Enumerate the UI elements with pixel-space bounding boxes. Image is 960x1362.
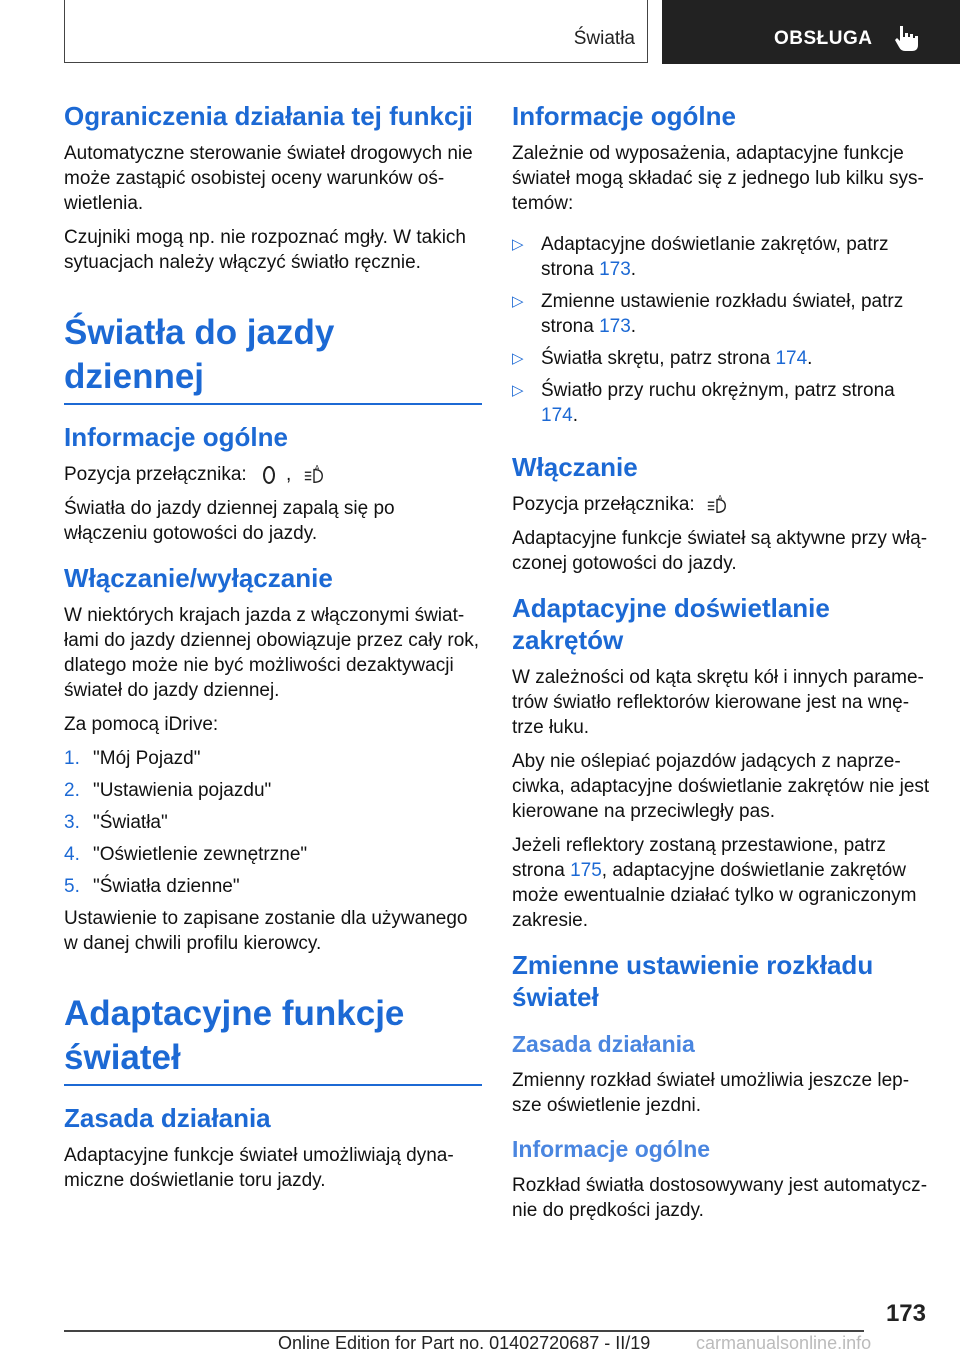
svg-text:A: A xyxy=(717,493,723,502)
list-item: 4. "Oświetlenie zewnętrzne" xyxy=(64,844,308,865)
auto-headlight-icon xyxy=(303,463,325,487)
daytime-general-heading: Informacje ogólne xyxy=(64,422,288,452)
list-item: ▷ Adaptacyjne doświetlanie zakrętów, patrz strona 173. xyxy=(512,234,889,280)
list-item: ▷ Światło przy ruchu okrężnym, patrz strona 174. xyxy=(512,380,895,426)
switch-0-icon xyxy=(258,463,280,487)
onoff-paragraph-2: Za pomocą iDrive: xyxy=(64,714,219,735)
adaptive-lights-heading: Adaptacyjne funkcje świateł xyxy=(64,992,482,1086)
variable-distribution-heading: Zmienne ustawienie rozkładu świateł xyxy=(512,950,874,1012)
daytime-switch-position xyxy=(64,462,482,487)
svg-text:A: A xyxy=(314,463,319,472)
cornering-paragraph-2: Aby nie oślepiać pojazdów jadących z naprzeciwka, adaptacyjne doświetlanie zakrętów nie jest kierowane na przeciwległy pas. xyxy=(512,751,930,822)
auto-headlight-icon xyxy=(706,493,728,517)
switch-position-label: Pozycja przełącznika: xyxy=(64,464,247,485)
list-item: ▷ Światła skrętu, patrz strona 174. xyxy=(512,348,813,369)
footer-watermark: carmanualsonline.info xyxy=(696,1333,872,1353)
activation-paragraph: Adaptacyjne funkcje świateł są aktywne przy włączonej gotowości do jazdy. xyxy=(512,528,928,574)
daytime-lights-heading: Światła do jazdy dziennej xyxy=(64,311,482,405)
variable-principle-paragraph: Zmienny rozkład świateł umożliwia jeszcze lepsze oświetlenie jezdni. xyxy=(512,1070,910,1116)
onoff-heading: Włączanie/wyłączanie xyxy=(64,563,333,593)
principle-heading: Zasada działania xyxy=(64,1103,271,1133)
limitations-paragraph-2: Czujniki mogą np. nie rozpoznać mgły. W takich sytuacjach należy włączyć światło ręcznie. xyxy=(64,227,466,273)
onoff-paragraph-1: W niektórych krajach jazda z włączonymi światłami do jazdy dziennej obowiązuje przez cały rok, dlatego może nie być możliwości dezaktywacji świateł do jazdy dziennej. xyxy=(64,605,480,701)
list-item: 5. "Światła dzienne" xyxy=(64,876,240,897)
onoff-paragraph-3: Ustawienie to zapisane zostanie dla używanego w danej chwili profilu kierowcy. xyxy=(64,908,468,954)
page-ref-link[interactable]: 173 xyxy=(599,259,631,280)
principle-paragraph: Adaptacyjne funkcje świateł umożliwiają dynamiczne doświetlanie toru jazdy. xyxy=(64,1145,454,1191)
hand-pointer-icon xyxy=(894,24,920,52)
page-ref-link[interactable]: 173 xyxy=(599,316,631,337)
limitations-heading: Ograniczenia działania tej funkcji xyxy=(64,101,473,131)
header-chapter-box xyxy=(662,0,960,64)
cornering-heading: Adaptacyjne doświetlanie zakrętów xyxy=(512,593,830,655)
general-info-paragraph: Zależnie od wyposażenia, adaptacyjne funkcje świateł mogą składać się z jednego lub kilku systemów: xyxy=(512,143,924,214)
footer-edition: Online Edition for Part no. 01402720687 - II/19 xyxy=(278,1333,651,1353)
header-section-title: Światła xyxy=(573,28,635,49)
activation-switch-position xyxy=(512,492,930,517)
footer-divider xyxy=(64,1330,864,1332)
general-info-heading: Informacje ogólne xyxy=(512,101,736,131)
cornering-paragraph-1: W zależności od kąta skrętu kół i innych parametrów światło reflektorów kierowane jest na wnętrze łuku. xyxy=(512,667,924,738)
systems-list xyxy=(512,232,930,428)
switch-position-label: Pozycja przełącznika: xyxy=(512,494,695,515)
variable-general-paragraph: Rozkład światła dostosowywany jest automatycznie do prędkości jazdy. xyxy=(512,1175,928,1221)
daytime-paragraph: Światła do jazdy dziennej zapalą się po włączeniu gotowości do jazdy. xyxy=(64,498,395,544)
left-column xyxy=(64,100,482,1193)
header-chapter-title: OBSŁUGA xyxy=(774,28,873,49)
right-column xyxy=(512,100,930,1223)
page-ref-link[interactable]: 174 xyxy=(541,405,573,426)
page-ref-link[interactable]: 174 xyxy=(775,348,808,369)
header-section-box xyxy=(64,0,648,63)
limitations-paragraph-1: Automatyczne sterowanie świateł drogowych nie może zastąpić osobistej oceny warunków oświetlenia. xyxy=(64,143,473,214)
switch-separator: , xyxy=(285,464,292,485)
variable-general-heading: Informacje ogólne xyxy=(512,1136,711,1162)
page-number: 173 xyxy=(885,1300,926,1327)
list-item: ▷ Zmienne ustawienie rozkładu świateł, patrz strona 173. xyxy=(512,291,904,337)
list-item: 3. "Światła" xyxy=(64,812,168,833)
variable-principle-heading: Zasada działania xyxy=(512,1031,695,1057)
page-ref-link[interactable]: 175 xyxy=(570,860,602,881)
list-item: 2. "Ustawienia pojazdu" xyxy=(64,780,272,801)
list-item: 1. "Mój Pojazd" xyxy=(64,748,201,769)
activation-heading: Włączanie xyxy=(512,452,638,482)
cornering-paragraph-3: Jeżeli reflektory zostaną przestawione, patrz strona 175, adaptacyjne doświetlanie zakrętów może ewentualnie działać tylko w ograniczonym zakresie. xyxy=(512,835,917,931)
idrive-steps-list xyxy=(64,746,482,899)
